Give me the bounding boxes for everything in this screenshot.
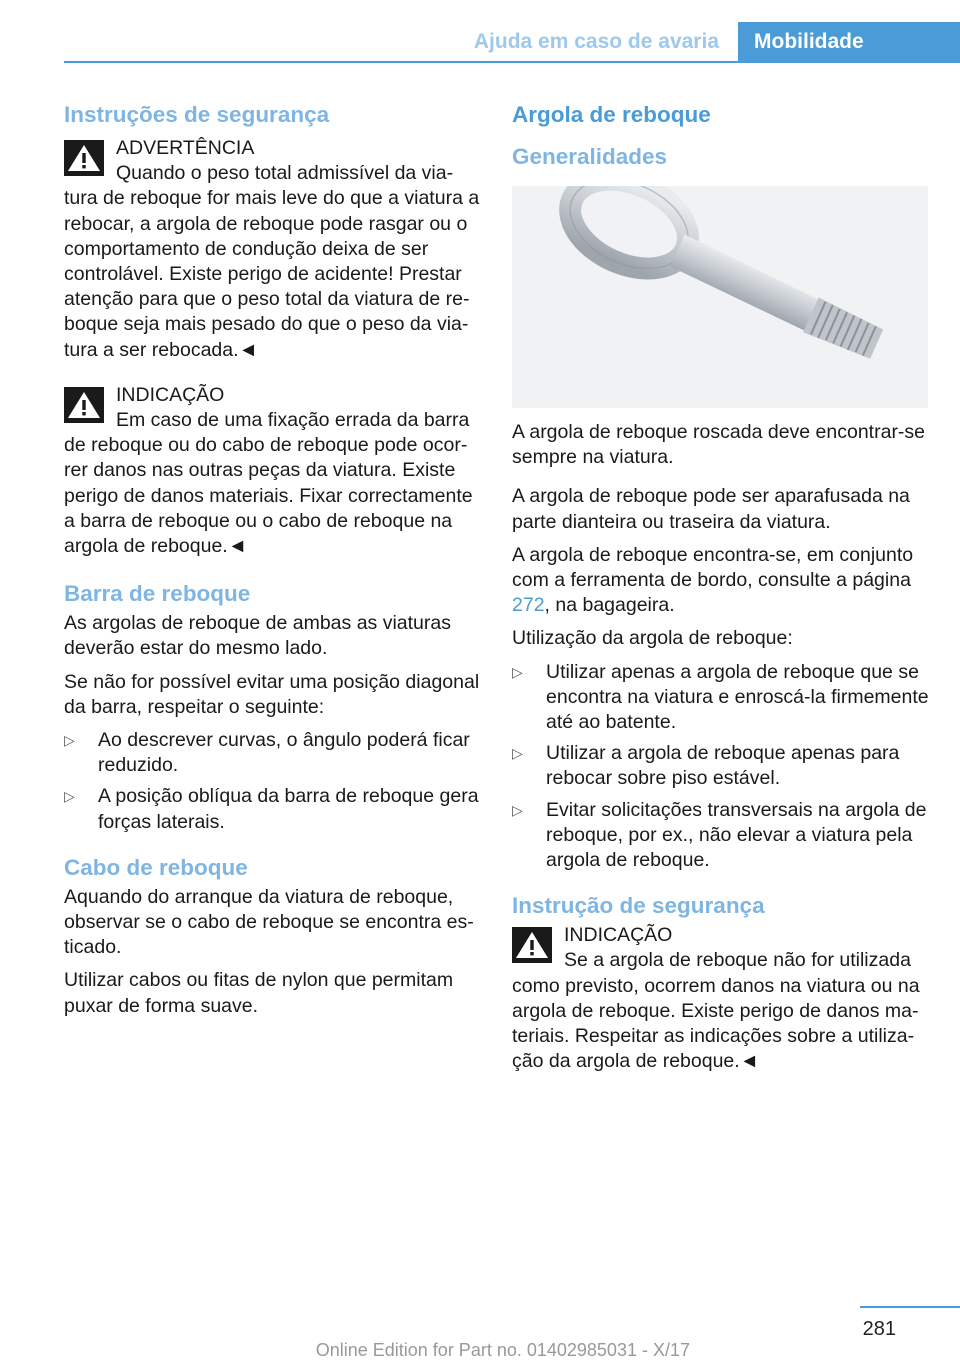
- warning-triangle-icon: [512, 927, 552, 963]
- notice-label: INDICAÇÃO: [564, 924, 673, 947]
- list-item: ▷ Utilizar apenas a argola de reboque que se encontra na viatura e enroscá-la firmemente até ao batente.: [512, 660, 930, 736]
- header-divider: [64, 61, 960, 63]
- warning-block: [64, 136, 480, 363]
- general-heading: Generalidades: [512, 144, 668, 169]
- tow-eye-paragraph: A argola de reboque roscada deve encontrar-se sempre na viatura.: [512, 421, 926, 469]
- tow-eye-image: [512, 186, 928, 408]
- usage-list: [512, 660, 930, 874]
- tow-eye-heading: Argola de reboque: [512, 102, 711, 127]
- safety-instructions-heading: Instruções de segurança: [64, 102, 330, 127]
- notice-text: Em caso de uma fixação errada da barra de reboque ou do cabo de reboque pode ocorrer danos nas outras peças da viatura. Existe perigo de danos materiais. Fixar correctamente a barra de reboque ou o cabo de reboque na argola de reboque.◄: [64, 409, 473, 558]
- notice-text: Se a argola de reboque não for utilizada como previsto, ocorrem danos na viatura ou na argola de reboque. Existe perigo de danos materiais. Respeitar as indicações sobre a utilização da argola de reboque.◄: [512, 949, 920, 1073]
- footer-divider: [860, 1306, 960, 1308]
- list-item: ▷ A posição oblíqua da barra de reboque gera forças laterais.: [64, 784, 480, 834]
- tow-eye-illustration: [512, 186, 928, 408]
- tow-eye-paragraph: [512, 543, 930, 619]
- tow-bar-heading: Barra de reboque: [64, 581, 251, 607]
- warning-text: Quando o peso total admissível da viatura de reboque for mais leve do que a viatura a rebocar, a argola de reboque pode rasgar ou o comportamento de condução deixa de ser controlável. Existe perigo de acidente! Prestar atenção para que o peso total da viatura de reboque seja mais pesado do que o peso da viatura a ser rebocada.◄: [64, 162, 480, 361]
- list-item: ▷ Ao descrever curvas, o ângulo poderá ficar reduzido.: [64, 728, 480, 778]
- page-number: 281: [862, 1318, 896, 1340]
- edition-note: Online Edition for Part no. 01402985031 - X/17: [315, 1340, 690, 1360]
- list-item: ▷ Evitar solicitações transversais na argola de reboque, por ex., não elevar a viatura pela argola de reboque.: [512, 798, 930, 874]
- paragraph-text: , na bagageira.: [544, 594, 675, 617]
- tab-mobilidade[interactable]: Mobilidade: [738, 22, 960, 62]
- page-reference-link[interactable]: 272: [512, 594, 545, 617]
- tow-cable-paragraph: Aquando do arranque da viatura de reboque, observar se o cabo de reboque se encontra esticado.: [64, 885, 474, 959]
- right-column: [512, 100, 930, 1094]
- page-header: [0, 0, 960, 62]
- tow-bar-paragraph: Se não for possível evitar uma posição diagonal da barra, respeitar o seguinte:: [64, 670, 480, 718]
- usage-intro: Utilização da argola de reboque:: [512, 627, 793, 650]
- left-column: [64, 100, 480, 1027]
- notice-block: [64, 383, 480, 559]
- warning-triangle-icon: [64, 140, 104, 176]
- tow-bar-list: [64, 728, 480, 835]
- notice-block: [512, 923, 930, 1074]
- safety-instruction-heading: Instrução de segurança: [512, 893, 765, 919]
- tow-cable-heading: Cabo de reboque: [64, 854, 248, 880]
- notice-label: INDICAÇÃO: [116, 383, 225, 406]
- tow-eye-paragraph: A argola de reboque pode ser aparafusada na parte dianteira ou traseira da viatura.: [512, 485, 910, 533]
- tow-cable-paragraph: Utilizar cabos ou fitas de nylon que permitam puxar de forma suave.: [64, 969, 454, 1017]
- list-item: ▷ Utilizar a argola de reboque apenas para rebocar sobre piso estável.: [512, 741, 930, 791]
- paragraph-text: A argola de reboque encontra-se, em conjunto com a ferramenta de bordo, consulte a página: [512, 543, 914, 592]
- warning-label: ADVERTÊNCIA: [116, 137, 255, 159]
- tow-bar-paragraph: As argolas de reboque de ambas as viaturas deverão estar do mesmo lado.: [64, 612, 451, 660]
- breadcrumb[interactable]: Ajuda em caso de avaria: [473, 30, 719, 53]
- warning-triangle-icon: [64, 387, 104, 423]
